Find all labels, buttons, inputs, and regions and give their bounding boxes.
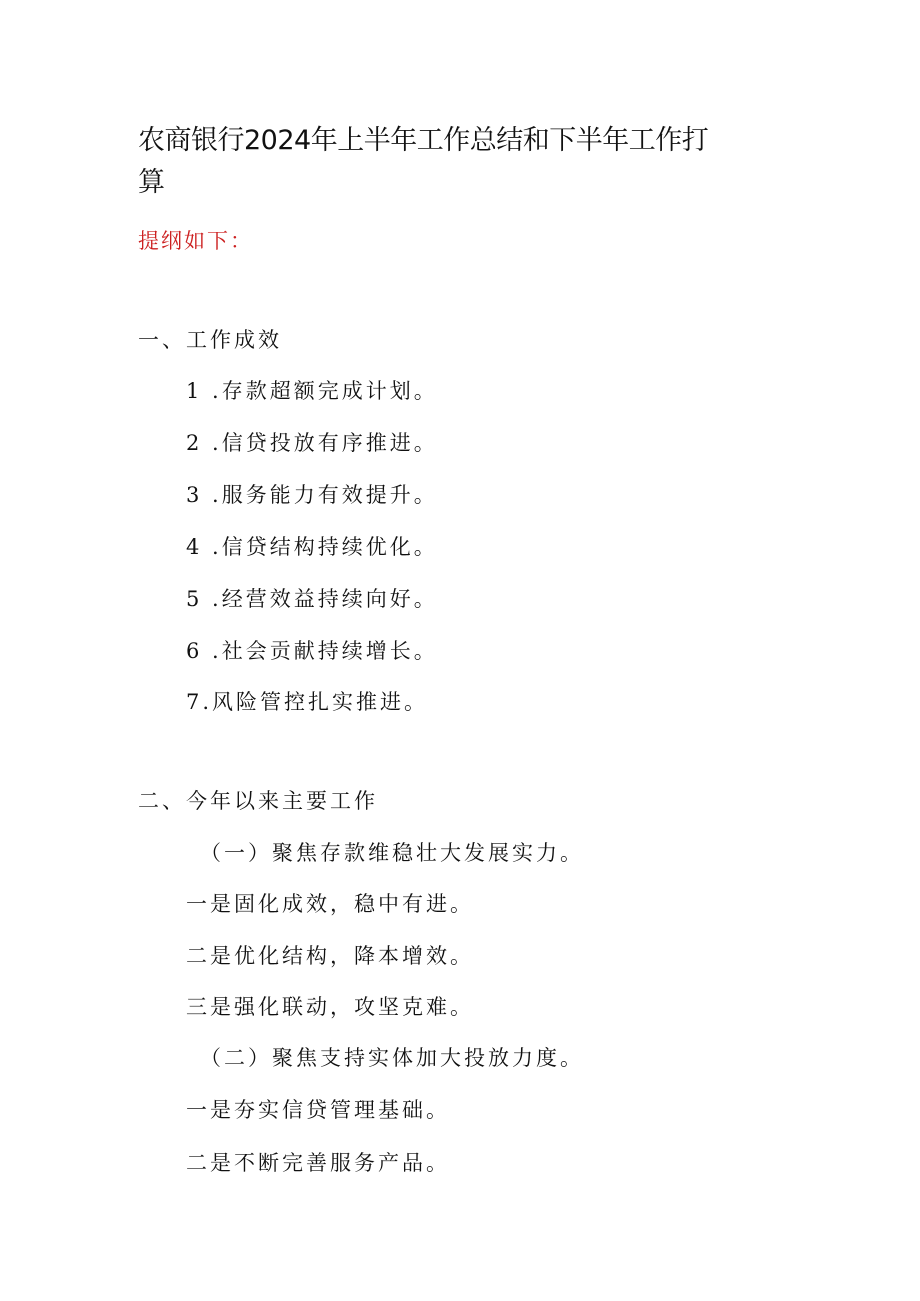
outline-label: 提纲如下： [138, 229, 253, 253]
subsection-heading-1: （一）聚焦存款维稳壮大发展实力。 [200, 841, 584, 865]
section-heading-2: 二、今年以来主要工作 [138, 789, 378, 813]
document-title: 农商银行2024年上半年工作总结和下半年工作打算 [138, 125, 709, 198]
list-item: 5 .经营效益持续向好。 [186, 587, 438, 611]
list-item: 三是强化联动，攻坚克难。 [186, 995, 474, 1019]
list-item: 一是夯实信贷管理基础。 [186, 1098, 450, 1122]
list-item: 1 .存款超额完成计划。 [186, 379, 438, 403]
list-item: 二是优化结构，降本增效。 [186, 944, 474, 968]
list-item: 2 .信贷投放有序推进。 [186, 431, 438, 455]
subsection-heading-2: （二）聚焦支持实体加大投放力度。 [200, 1046, 584, 1070]
list-item: 二是不断完善服务产品。 [186, 1151, 450, 1175]
list-item: 3 .服务能力有效提升。 [186, 483, 438, 507]
list-item: 7.风险管控扎实推进。 [186, 690, 429, 714]
section-heading-1: 一、工作成效 [138, 328, 282, 352]
list-item: 6 .社会贡献持续增长。 [186, 639, 438, 663]
list-item: 4 .信贷结构持续优化。 [186, 535, 438, 559]
list-item: 一是固化成效，稳中有进。 [186, 892, 474, 916]
